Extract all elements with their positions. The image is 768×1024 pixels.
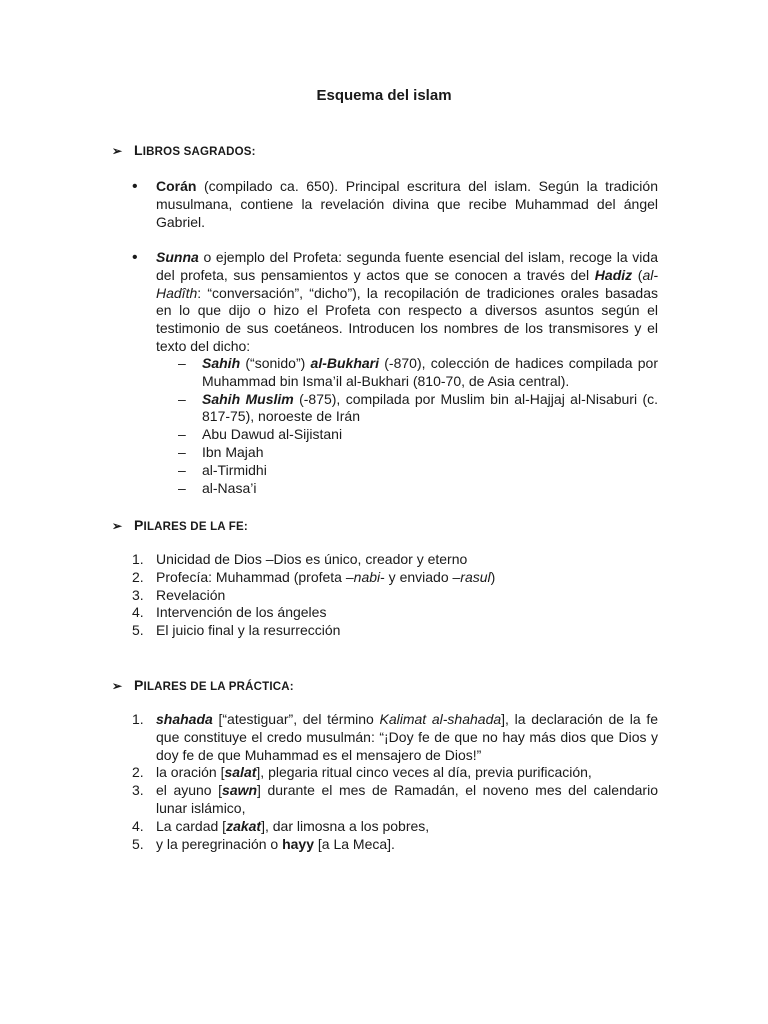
list-item: 1. shahada [“atestiguar”, del término Kalimat al-shahada], la declaración de la fe que constituye el credo musulmán: “¡Doy fe de que no hay más dios que Dios y doy fe de que Muhammad es el mensajero de Dios!” bbox=[132, 711, 658, 763]
list-item: 3. el ayuno [sawn] durante el mes de Ramadán, el noveno mes del calendario lunar islámico, bbox=[132, 782, 658, 816]
list-item: 5. El juicio final y la resurrección bbox=[132, 622, 341, 639]
list-item: – Abu Dawud al-Sijistani bbox=[178, 426, 343, 443]
section-heading-practica: ➢ PILARES DE LA PRÁCTICA: bbox=[112, 677, 294, 693]
list-item: – al-Nasa’i bbox=[178, 479, 257, 496]
list-item: – Sahih Muslim (-875), compilada por Muslim bin al-Hajjaj al-Nisaburi (c. 817-75), noroeste de Irán bbox=[178, 390, 658, 425]
list-item: 3. Revelación bbox=[132, 586, 226, 603]
pilares-fe-list bbox=[132, 551, 658, 640]
list-item: 2. la oración [salat], plegaria ritual cinco veces al día, previa purificación, bbox=[132, 764, 592, 781]
list-item: 1. Unicidad de Dios –Dios es único, creador y eterno bbox=[132, 551, 468, 567]
list-item: – Ibn Majah bbox=[178, 443, 264, 460]
bullet-icon: • bbox=[132, 249, 138, 266]
section-heading-fe: ➢ PILARES DE LA FE: bbox=[112, 517, 248, 533]
arrow-bullet-icon: ➢ bbox=[112, 144, 123, 158]
list-item: 4. La cardad [zakat], dar limosna a los pobres, bbox=[132, 817, 430, 834]
list-item: – Sahih (“sonido”) al-Bukhari (-870), colección de hadices compilada por Muhammad bin Isma’il al-Bukhari (810-70, de Asia central). bbox=[178, 355, 659, 389]
arrow-bullet-icon: ➢ bbox=[112, 679, 123, 693]
pilares-practica-list bbox=[132, 711, 658, 853]
coran-paragraph: Corán (compilado ca. 650). Principal escritura del islam. Según la tradición musulmana, contiene la revelación divina que recibe Muhammad del ángel Gabriel. bbox=[156, 178, 658, 230]
list-item: – al-Tirmidhi bbox=[178, 461, 267, 478]
list-item: 5. y la peregrinación o hayy [a La Meca]. bbox=[132, 835, 395, 852]
list-item: 4. Intervención de los ángeles bbox=[132, 604, 327, 621]
document-title: Esquema del islam bbox=[316, 87, 452, 104]
sunna-paragraph: Sunna o ejemplo del Profeta: segunda fuente esencial del islam, recoge la vida del profeta, sus pensamientos y actos que se conocen a través del Hadiz (al-Hadîth: “conversación”, “dicho”), la recopilación de tradiciones orales basadas en lo que dijo o hizo el Profeta con respecto a diversos asuntos según el testimonio de sus coetáneos. Introducen los nombres de los transmisores y el texto del dicho: bbox=[156, 249, 658, 354]
bullet-icon: • bbox=[132, 178, 138, 195]
list-item: 2. Profecía: Muhammad (profeta –nabi- y enviado –rasul) bbox=[132, 568, 496, 585]
section-heading-libros: ➢ LIBROS SAGRADOS: bbox=[112, 142, 256, 158]
hadith-collections-list bbox=[178, 355, 658, 497]
arrow-bullet-icon: ➢ bbox=[112, 519, 123, 533]
